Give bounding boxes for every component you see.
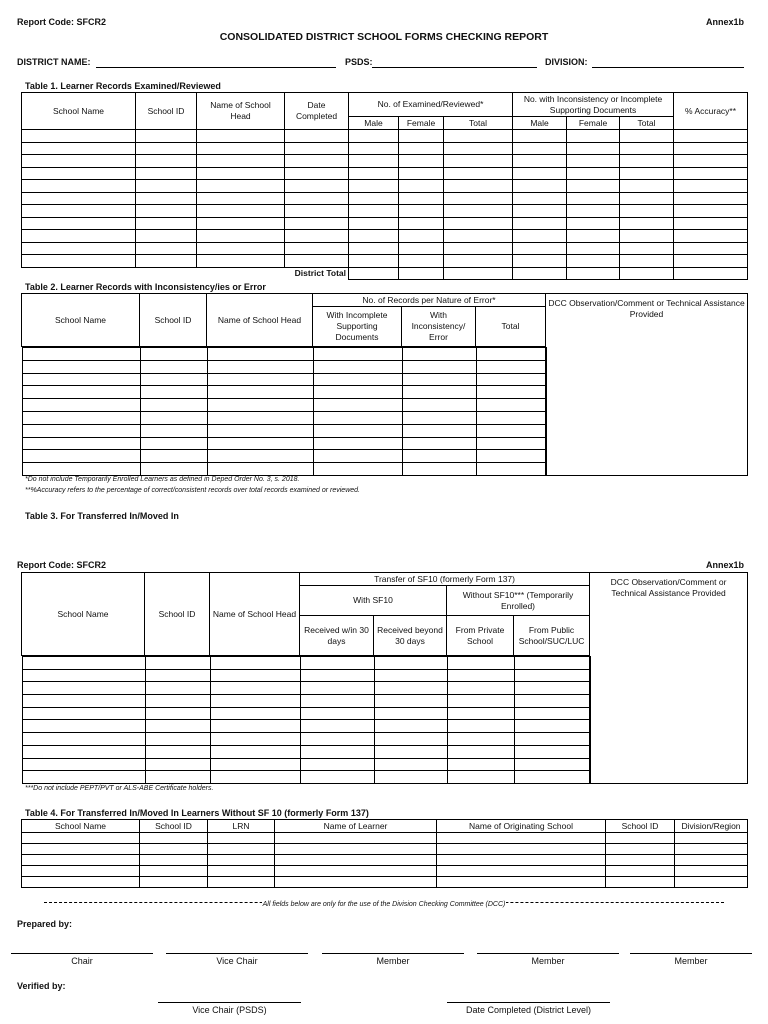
t1-header-school-head: Name of School Head (197, 93, 285, 130)
report-code-2: Report Code: SFCR2 (17, 560, 107, 570)
t1-header-inconsistency: No. with Inconsistency or Incomplete Supporting Documents (513, 93, 674, 117)
t2-header-dcc: DCC Observation/Comment or Technical Assistance Provided (546, 294, 748, 476)
member-2-signature-line[interactable] (477, 953, 619, 954)
chair-label: Chair (71, 956, 93, 966)
verified-by-label: Verified by: (17, 981, 66, 991)
table-row[interactable] (22, 230, 748, 243)
t3-header-school-name: School Name (22, 573, 145, 656)
table-row[interactable] (22, 242, 748, 255)
table-row[interactable] (22, 167, 748, 180)
table-row[interactable] (22, 348, 546, 361)
t3-header-with-sf10: With SF10 (300, 586, 447, 616)
table4 (21, 819, 748, 888)
table-row[interactable] (22, 707, 590, 720)
t1-header-female: Female (399, 117, 444, 130)
t2-header-inconsistency: With Inconsistency/ Error (402, 307, 476, 347)
table3 (21, 572, 748, 784)
table-row[interactable] (22, 373, 546, 386)
page-title: CONSOLIDATED DISTRICT SCHOOL FORMS CHECKING REPORT (219, 31, 549, 43)
division-label: DIVISION: (545, 57, 588, 67)
t1-header-examined: No. of Examined/Reviewed* (349, 93, 513, 117)
district-total-row (22, 267, 748, 280)
vice-chair-psds-signature-line[interactable] (158, 1002, 301, 1003)
vice-chair-signature-line[interactable] (166, 953, 308, 954)
t1-header-total: Total (444, 117, 513, 130)
district-total-label: District Total (22, 267, 349, 280)
table1-caption: Table 1. Learner Records Examined/Reviewed (25, 81, 221, 91)
t1-header-school-id: School ID (136, 93, 197, 130)
t4-header-school-id: School ID (140, 820, 208, 833)
table-row[interactable] (22, 844, 748, 855)
t1-header-accuracy: % Accuracy** (674, 93, 748, 130)
table-row[interactable] (22, 450, 546, 463)
table2 (21, 293, 748, 476)
prepared-by-label: Prepared by: (17, 919, 73, 929)
date-completed-label: Date Completed (District Level) (465, 1005, 592, 1015)
table4-caption: Table 4. For Transferred In/Moved In Learners Without SF 10 (formerly Form 137) (25, 808, 369, 818)
member-1-label: Member (376, 956, 410, 966)
table-row[interactable] (22, 424, 546, 437)
t2-header-school-name: School Name (22, 294, 140, 347)
dcc-divider (44, 898, 724, 906)
t1-header-male-2: Male (513, 117, 567, 130)
table-row[interactable] (22, 255, 748, 268)
t3-header-within-30: Received w/in 30 days (300, 616, 374, 656)
t1-header-date: Date Completed (285, 93, 349, 130)
t1-header-male: Male (349, 117, 399, 130)
table-row[interactable] (22, 682, 590, 695)
chair-signature-line[interactable] (11, 953, 153, 954)
table-row[interactable] (22, 771, 590, 784)
district-name-field[interactable] (96, 67, 336, 68)
t3-header-private: From Private School (447, 616, 514, 656)
table-row[interactable] (22, 877, 748, 888)
annex-label: Annex1b (705, 17, 744, 27)
table-row[interactable] (22, 205, 748, 218)
footnote-2: **%Accuracy refers to the percentage of correct/consistent records over total records examined or reviewed. (25, 487, 360, 494)
table-row[interactable] (22, 855, 748, 866)
table-row[interactable] (22, 142, 748, 155)
footnote-1: *Do not include Temporarily Enrolled Learners as defined in Deped Order No. 3, s. 2018. (25, 476, 300, 483)
t3-header-dcc: DCC Observation/Comment or Technical Assistance Provided (590, 573, 748, 784)
table-row[interactable] (22, 866, 748, 877)
t4-header-origin-id: School ID (606, 820, 675, 833)
table-row[interactable] (22, 833, 748, 844)
psds-label: PSDS: (345, 57, 373, 67)
report-code: Report Code: SFCR2 (17, 17, 107, 27)
t2-header-nature: No. of Records per Nature of Error* (313, 294, 546, 307)
table-row[interactable] (22, 720, 590, 733)
t4-header-division: Division/Region (675, 820, 748, 833)
t3-header-transfer: Transfer of SF10 (formerly Form 137) (300, 573, 590, 586)
table3-caption: Table 3. For Transferred In/Moved In (25, 511, 179, 521)
member-2-label: Member (531, 956, 565, 966)
table-row[interactable] (22, 669, 590, 682)
table3-body (22, 656, 591, 784)
vice-chair-psds-label: Vice Chair (PSDS) (192, 1005, 267, 1015)
member-3-signature-line[interactable] (630, 953, 752, 954)
t4-header-learner: Name of Learner (275, 820, 437, 833)
psds-field[interactable] (372, 67, 537, 68)
table-row[interactable] (22, 463, 546, 476)
member-1-signature-line[interactable] (322, 953, 464, 954)
dcc-note: All fields below are only for the use of the Division Checking Committee (DCC) (262, 901, 506, 908)
t4-header-lrn: LRN (208, 820, 275, 833)
footnote-3: ***Do not include PEPT/PVT or ALS-ABE Certificate holders. (25, 785, 214, 792)
table-row[interactable] (22, 130, 748, 143)
table-row[interactable] (22, 745, 590, 758)
table-row[interactable] (22, 217, 748, 230)
table1-body (22, 130, 748, 280)
t3-header-beyond-30: Received beyond 30 days (374, 616, 447, 656)
table-row[interactable] (22, 180, 748, 193)
member-3-label: Member (674, 956, 708, 966)
t3-header-school-head: Name of School Head (210, 573, 300, 656)
table-row[interactable] (22, 360, 546, 373)
table-row[interactable] (22, 437, 546, 450)
table-row[interactable] (22, 411, 546, 424)
t1-header-female-2: Female (567, 117, 620, 130)
date-completed-line[interactable] (447, 1002, 610, 1003)
t3-header-without-sf10: Without SF10*** (Temporarily Enrolled) (447, 586, 590, 616)
t4-header-school-name: School Name (22, 820, 140, 833)
table-row[interactable] (22, 399, 546, 412)
t2-header-incomplete: With Incomplete Supporting Documents (313, 307, 402, 347)
t3-header-public: From Public School/SUC/LUC (514, 616, 590, 656)
t1-header-school-name: School Name (22, 93, 136, 130)
t1-header-total-2: Total (620, 117, 674, 130)
table2-body (22, 347, 547, 476)
t2-header-school-head: Name of School Head (207, 294, 313, 347)
t4-header-origin: Name of Originating School (437, 820, 606, 833)
table-row[interactable] (22, 155, 748, 168)
table-row[interactable] (22, 758, 590, 771)
division-field[interactable] (592, 67, 744, 68)
table-row[interactable] (22, 695, 590, 708)
annex-label-2: Annex1b (705, 560, 744, 570)
table-row[interactable] (22, 657, 590, 670)
table-row[interactable] (22, 386, 546, 399)
table-row[interactable] (22, 733, 590, 746)
vice-chair-label: Vice Chair (216, 956, 258, 966)
t2-header-total: Total (476, 307, 546, 347)
table1 (21, 92, 748, 280)
t2-header-school-id: School ID (140, 294, 207, 347)
t3-header-school-id: School ID (145, 573, 210, 656)
table2-caption: Table 2. Learner Records with Inconsistency/ies or Error (25, 282, 266, 292)
table-row[interactable] (22, 192, 748, 205)
district-label: DISTRICT NAME: (17, 57, 91, 67)
